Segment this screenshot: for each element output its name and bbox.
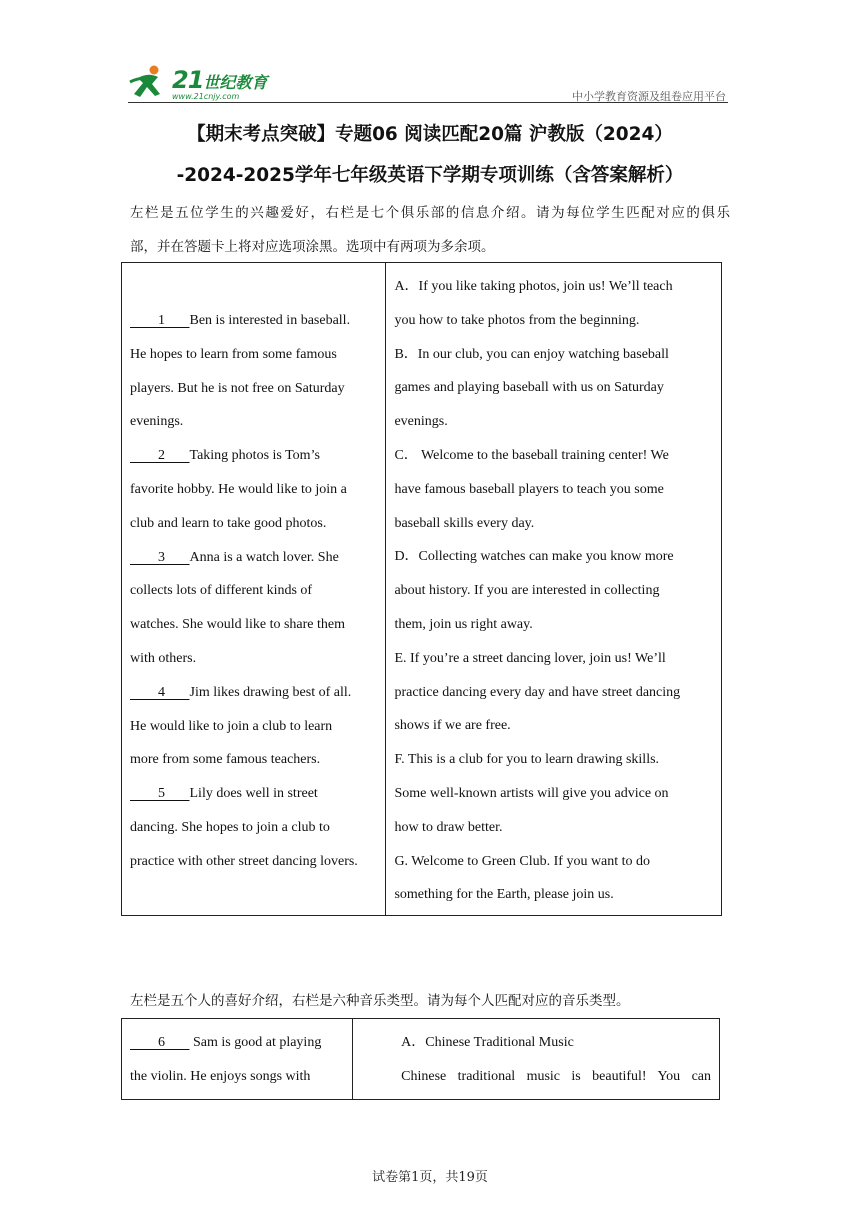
- question-line: [130, 338, 377, 372]
- matching-table-2: [121, 1018, 720, 1100]
- question-line: [130, 608, 377, 642]
- option-line: about history. If you are interested in collecting: [394, 583, 660, 599]
- students-column: [122, 263, 386, 916]
- question-text: He would like to join a club to learn: [130, 718, 333, 734]
- people-column: [122, 1019, 353, 1100]
- answer-blank[interactable]: 4: [158, 684, 165, 700]
- site-tagline: 中小学教育资源及组卷应用平台: [572, 90, 726, 103]
- option-line: Chinese traditional music is beautiful! You can: [401, 1068, 711, 1084]
- answer-blank[interactable]: 1: [158, 313, 165, 328]
- question-line: [130, 845, 377, 879]
- question-text: Ben is interested in baseball.: [189, 313, 351, 328]
- question-line: [130, 541, 377, 575]
- question-text: club and learn to take good photos.: [130, 515, 327, 531]
- page-footer: 试卷第1页，共19页: [372, 1170, 488, 1185]
- question-text: Sam is good at playing: [189, 1035, 322, 1050]
- question-line: [130, 372, 377, 406]
- question-text: dancing. She hopes to join a club to: [130, 819, 330, 835]
- music-types-column: [353, 1019, 720, 1100]
- answer-blank[interactable]: 2: [158, 448, 165, 464]
- question-text: favorite hobby. He would like to join a: [130, 481, 347, 497]
- question-line: [130, 743, 377, 777]
- option-line: A．Chinese Traditional Music: [401, 1035, 574, 1050]
- question-line: [130, 304, 377, 338]
- logo-url: www.21cnjy.com: [172, 92, 240, 101]
- option-line: you how to take photos from the beginning.: [394, 312, 640, 328]
- question-line: [130, 676, 377, 710]
- option-line: D．Collecting watches can make you know more: [394, 549, 674, 565]
- question-text: the violin. He enjoys songs with: [130, 1068, 311, 1084]
- runner-icon: [128, 64, 170, 100]
- option-line: something for the Earth, please join us.: [394, 887, 614, 903]
- instruction-line: 左栏是五位学生的兴趣爱好，右栏是七个俱乐部的信息介绍。请为每位学生匹配对应的俱乐: [130, 205, 730, 221]
- option-line: G. Welcome to Green Club. If you want to do: [394, 853, 651, 869]
- option-line: evenings.: [394, 414, 448, 430]
- page-title-line-1: 【期末考点突破】专题06 阅读匹配20篇 沪教版（2024）: [187, 124, 673, 145]
- option-line: F. This is a club for you to learn drawing skills.: [394, 752, 660, 768]
- section1-instruction: [130, 196, 730, 264]
- option-line: how to draw better.: [394, 819, 503, 835]
- section2-instruction: 左栏是五个人的喜好介绍，右栏是六种音乐类型。请为每个人匹配对应的音乐类型。: [130, 993, 630, 1009]
- question-text: practice with other street dancing lovers.: [130, 853, 358, 869]
- option-line: have famous baseball players to teach you some: [394, 481, 664, 497]
- question-line: [130, 1026, 344, 1060]
- clubs-column: [386, 263, 722, 916]
- option-line: B．In our club, you can enjoy watching baseball: [394, 346, 669, 362]
- option-line: Some well-known artists will give you advice on: [394, 785, 669, 801]
- question-text: evenings.: [130, 414, 184, 430]
- instruction-line: 部，并在答题卡上将对应选项涂黑。选项中有两项为多余项。: [130, 239, 495, 255]
- answer-blank[interactable]: 5: [158, 786, 165, 802]
- logo: [128, 64, 268, 100]
- option-line: practice dancing every day and have street dancing: [394, 684, 681, 700]
- question-line: [130, 811, 377, 845]
- question-line: [130, 574, 377, 608]
- question-text: more from some famous teachers.: [130, 752, 321, 768]
- question-text: with others.: [130, 650, 197, 666]
- question-line: [130, 507, 377, 541]
- option-line: E. If you’re a street dancing lover, join us! We’ll: [394, 650, 666, 666]
- question-text: watches. She would like to share them: [130, 617, 346, 633]
- option-line: C． Welcome to the baseball training center! We: [394, 447, 669, 463]
- option-line: games and playing baseball with us on Saturday: [394, 380, 664, 396]
- option-line: A．If you like taking photos, join us! We’ll teach: [394, 279, 673, 294]
- answer-blank[interactable]: 3: [158, 549, 165, 565]
- option-line: them, join us right away.: [394, 616, 533, 632]
- question-line: [130, 405, 377, 439]
- question-text: collects lots of different kinds of: [130, 583, 313, 599]
- page-title-line-2: -2024-2025学年七年级英语下学期专项训练（含答案解析）: [176, 165, 684, 186]
- question-text: players. But he is not free on Saturday: [130, 380, 345, 396]
- question-text: Lily does well in street: [189, 786, 318, 802]
- question-line: [130, 473, 377, 507]
- question-line: [130, 710, 377, 744]
- logo-text: 21世纪教育: [172, 66, 268, 94]
- answer-blank[interactable]: 6: [158, 1035, 165, 1050]
- page-header: [128, 64, 728, 104]
- question-text: Taking photos is Tom’s: [189, 448, 320, 464]
- question-line: [130, 439, 377, 473]
- question-line: [130, 642, 377, 676]
- question-line: [130, 1060, 344, 1094]
- option-line: shows if we are free.: [394, 718, 511, 734]
- option-line: baseball skills every day.: [394, 515, 535, 531]
- question-line: [130, 777, 377, 811]
- question-text: Anna is a watch lover. She: [189, 549, 339, 565]
- question-text: He hopes to learn from some famous: [130, 346, 337, 362]
- header-divider: [128, 102, 728, 103]
- matching-table-1: [121, 262, 722, 916]
- question-text: Jim likes drawing best of all.: [189, 684, 352, 700]
